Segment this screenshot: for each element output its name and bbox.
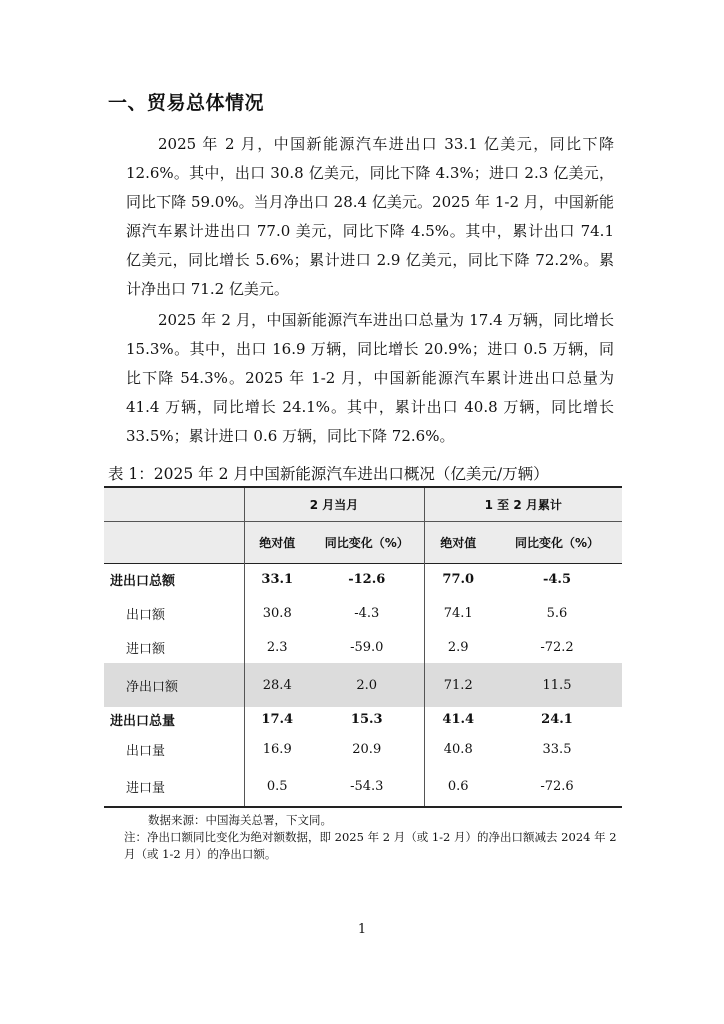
group-header-cumulative: 1 至 2 月累计 <box>424 487 622 521</box>
table-header-corner-lower <box>104 521 244 563</box>
table-cell: 2.3 <box>244 631 310 663</box>
paragraph-volume-trade: 2025 年 2 月，中国新能源汽车进出口总量为 17.4 万辆，同比增长 15.3%。其中，出口 16.9 万辆，同比增长 20.9%；进口 0.5 万辆，同比下降 54.3%。2025 年 1-2 月，中国新能源汽车累计进出口总量为 41.4 万辆，同比增长 24.1%。其中，累计出口 40.8 万辆，同比增长 33.5%；累计进口 0.6 万辆，同比下降 72.6%。 <box>126 311 614 445</box>
trade-summary-table <box>104 486 622 808</box>
table-cell: 40.8 <box>424 731 492 767</box>
table-row <box>104 595 622 631</box>
table-cell: 15.3 <box>350 711 383 727</box>
table-row <box>104 631 622 663</box>
row-label: 净出口额 <box>104 663 244 707</box>
table-cell: 0.6 <box>424 767 492 807</box>
table-cell: 41.4 <box>424 707 492 731</box>
table-header-corner <box>104 487 244 521</box>
row-label: 出口量 <box>126 743 166 759</box>
table-cell: -72.2 <box>540 639 574 655</box>
column-header: 同比变化（%） <box>310 521 424 563</box>
table-row <box>104 731 622 767</box>
table-cell: 74.1 <box>424 595 492 631</box>
table-cell: 0.5 <box>244 767 310 807</box>
column-header: 同比变化（%） <box>492 521 622 563</box>
table-cell: -4.3 <box>354 605 380 621</box>
table-cell: 33.5 <box>542 741 572 757</box>
table-cell: -12.6 <box>310 563 424 595</box>
table-cell: -59.0 <box>350 639 384 655</box>
table-cell: 2.0 <box>310 663 424 707</box>
table-cell: 20.9 <box>352 741 382 757</box>
table-row <box>104 767 622 807</box>
table-row <box>104 663 622 707</box>
column-header: 绝对值 <box>424 521 492 563</box>
table-row <box>104 707 622 731</box>
paragraph-value-trade: 2025 年 2 月，中国新能源汽车进出口 33.1 亿美元，同比下降 12.6%。其中，出口 30.8 亿美元，同比下降 4.3%；进口 2.3 亿美元，同比下降 59.0%。当月净出口 28.4 亿美元。2025 年 1-2 月，中国新能源汽车累计进出口 77.0 美元，同比下降 4.5%。其中，累计出口 74.1 亿美元，同比增长 5.6%；累计进口 2.9 亿美元，同比下降 72.2%。累计净出口 71.2 亿美元。 <box>126 135 614 298</box>
table-cell: 77.0 <box>424 563 492 595</box>
table-cell: 28.4 <box>244 663 310 707</box>
table-cell: 30.8 <box>244 595 310 631</box>
table-caption: 表 1：2025 年 2 月中国新能源汽车进出口概况（亿美元/万辆） <box>108 465 549 483</box>
table-cell: 24.1 <box>541 711 573 727</box>
page-number: 1 <box>357 922 367 937</box>
footnote: 注：净出口额同比变化为绝对额数据，即 2025 年 2 月（或 1-2 月）的净出口额减去 2024 年 2 月（或 1-2 月）的净出口额。 <box>124 830 617 861</box>
table-cell: -72.6 <box>492 767 622 807</box>
table-cell: 11.5 <box>492 663 622 707</box>
column-header: 绝对值 <box>244 521 310 563</box>
table-cell: 16.9 <box>244 731 310 767</box>
row-label: 进口额 <box>126 641 166 657</box>
section-heading: 一、贸易总体情况 <box>108 92 265 114</box>
table-cell: 33.1 <box>244 563 310 595</box>
row-label: 进出口总量 <box>110 713 176 729</box>
table-cell: -54.3 <box>310 767 424 807</box>
table-cell: 17.4 <box>244 707 310 731</box>
group-header-month: 2 月当月 <box>244 487 424 521</box>
table-cell: -4.5 <box>492 563 622 595</box>
row-label: 进出口总额 <box>104 563 244 595</box>
table-cell: 2.9 <box>424 631 492 663</box>
table-cell: 71.2 <box>424 663 492 707</box>
row-label: 进口量 <box>104 767 244 807</box>
table-cell: 5.6 <box>546 605 568 621</box>
table-row <box>104 563 622 595</box>
row-label: 出口额 <box>126 607 166 623</box>
data-source-note: 数据来源：中国海关总署，下文同。 <box>148 813 332 827</box>
